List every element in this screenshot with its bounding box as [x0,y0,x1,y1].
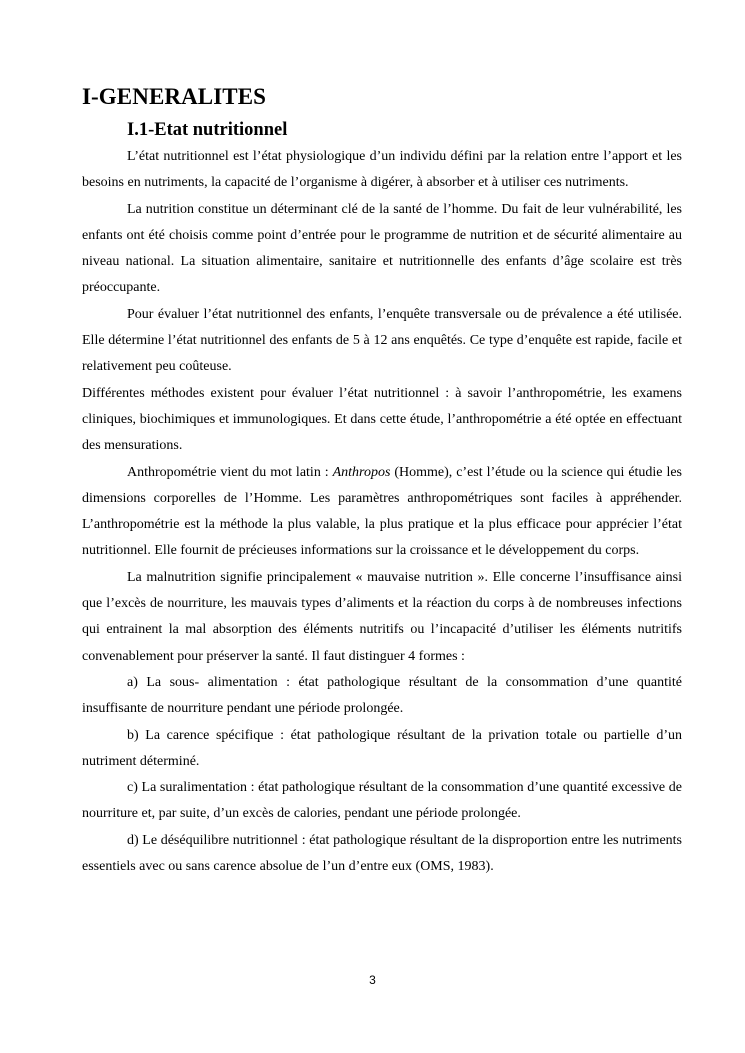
list-item-undernutrition: a) La sous- alimentation : état pathologique résultant de la consommation d’une quantité insuffisante de nourriture pendant une période prolongée. [82,674,682,717]
list-item-specific-deficiency: b) La carence spécifique : état pathologique résultant de la privation totale ou partielle d’un nutriment déterminé. [82,727,682,769]
subsection-heading: I.1-Etat nutritionnel [127,120,288,140]
paragraph-nutrition: La nutrition constitue un déterminant clé de la santé de l’homme. Du fait de leur vulnérabilité, les enfants ont été choisis comme point d’entrée pour le programme de nutrition et de sécurité alimentaire au niveau national. La situation alimentaire, sanitaire et nutritionnelle des enfants d’âge scolaire est très préoccupante. [82,201,682,296]
paragraph-methods: Différentes méthodes existent pour évaluer l’état nutritionnel : à savoir l’anthropométrie, les examens cliniques, biochimiques et immunologiques. Et dans cette étude, l’anthropométrie a été optée en effectuant des mensurations. [82,385,682,454]
paragraph-definition: L’état nutritionnel est l’état physiologique d’un individu défini par la relation entre l’apport et les besoins en nutriments, la capacité de l’organisme à digérer, à absorber et à utiliser ces nutriments. [82,149,682,191]
paragraph-evaluation: Pour évaluer l’état nutritionnel des enfants, l’enquête transversale ou de prévalence a été utilisée. Elle détermine l’état nutritionnel des enfants de 5 à 12 ans enquêtés. Ce type d’enquête est rapide, facile et relativement peu coûteuse. [82,306,682,375]
paragraph-malnutrition: La malnutrition signifie principalement « mauvaise nutrition ». Elle concerne l’insuffisance ainsi que l’excès de nourriture, les mauvais types d’aliments et la réaction du corps à de nombreuses infections qui entrainent la mal absorption des éléments nutritifs ou l’incapacité d’utiliser les éléments nutritifs convenablement pour préserver la santé. Il faut distinguer 4 formes : [82,569,682,664]
paragraph-anthropometry [82,460,682,565]
page-content [82,82,682,880]
section-heading: I-GENERALITES [82,84,267,109]
list-item-overnutrition: c) La suralimentation : état pathologique résultant de la consommation d’une quantité excessive de nourriture et, par suite, d’un excès de calories, pendant une période prolongée. [82,780,682,822]
anthropos-term: Anthropos [332,464,391,480]
page-number: 3 [369,973,376,987]
anthropometry-text-end: (Homme), c’est l’étude ou la science qui étudie les dimensions corporelles de l’Homme. Les paramètres anthropométriques sont faciles à appréhender. L’anthropométrie est la méthode la plus valable, la plus pratique et la plus efficace pour apprécier l’état nutritionnel. Elle fournit de précieuses informations sur la croissance et le développement du corps. [82,464,683,559]
list-item-imbalance: d) Le déséquilibre nutritionnel : état pathologique résultant de la disproportion entre les nutriments essentiels avec ou sans carence absolue de l’un d’entre eux (OMS, 1983). [82,832,682,875]
anthropometry-text-start: Anthropométrie vient du mot latin : [127,464,333,480]
